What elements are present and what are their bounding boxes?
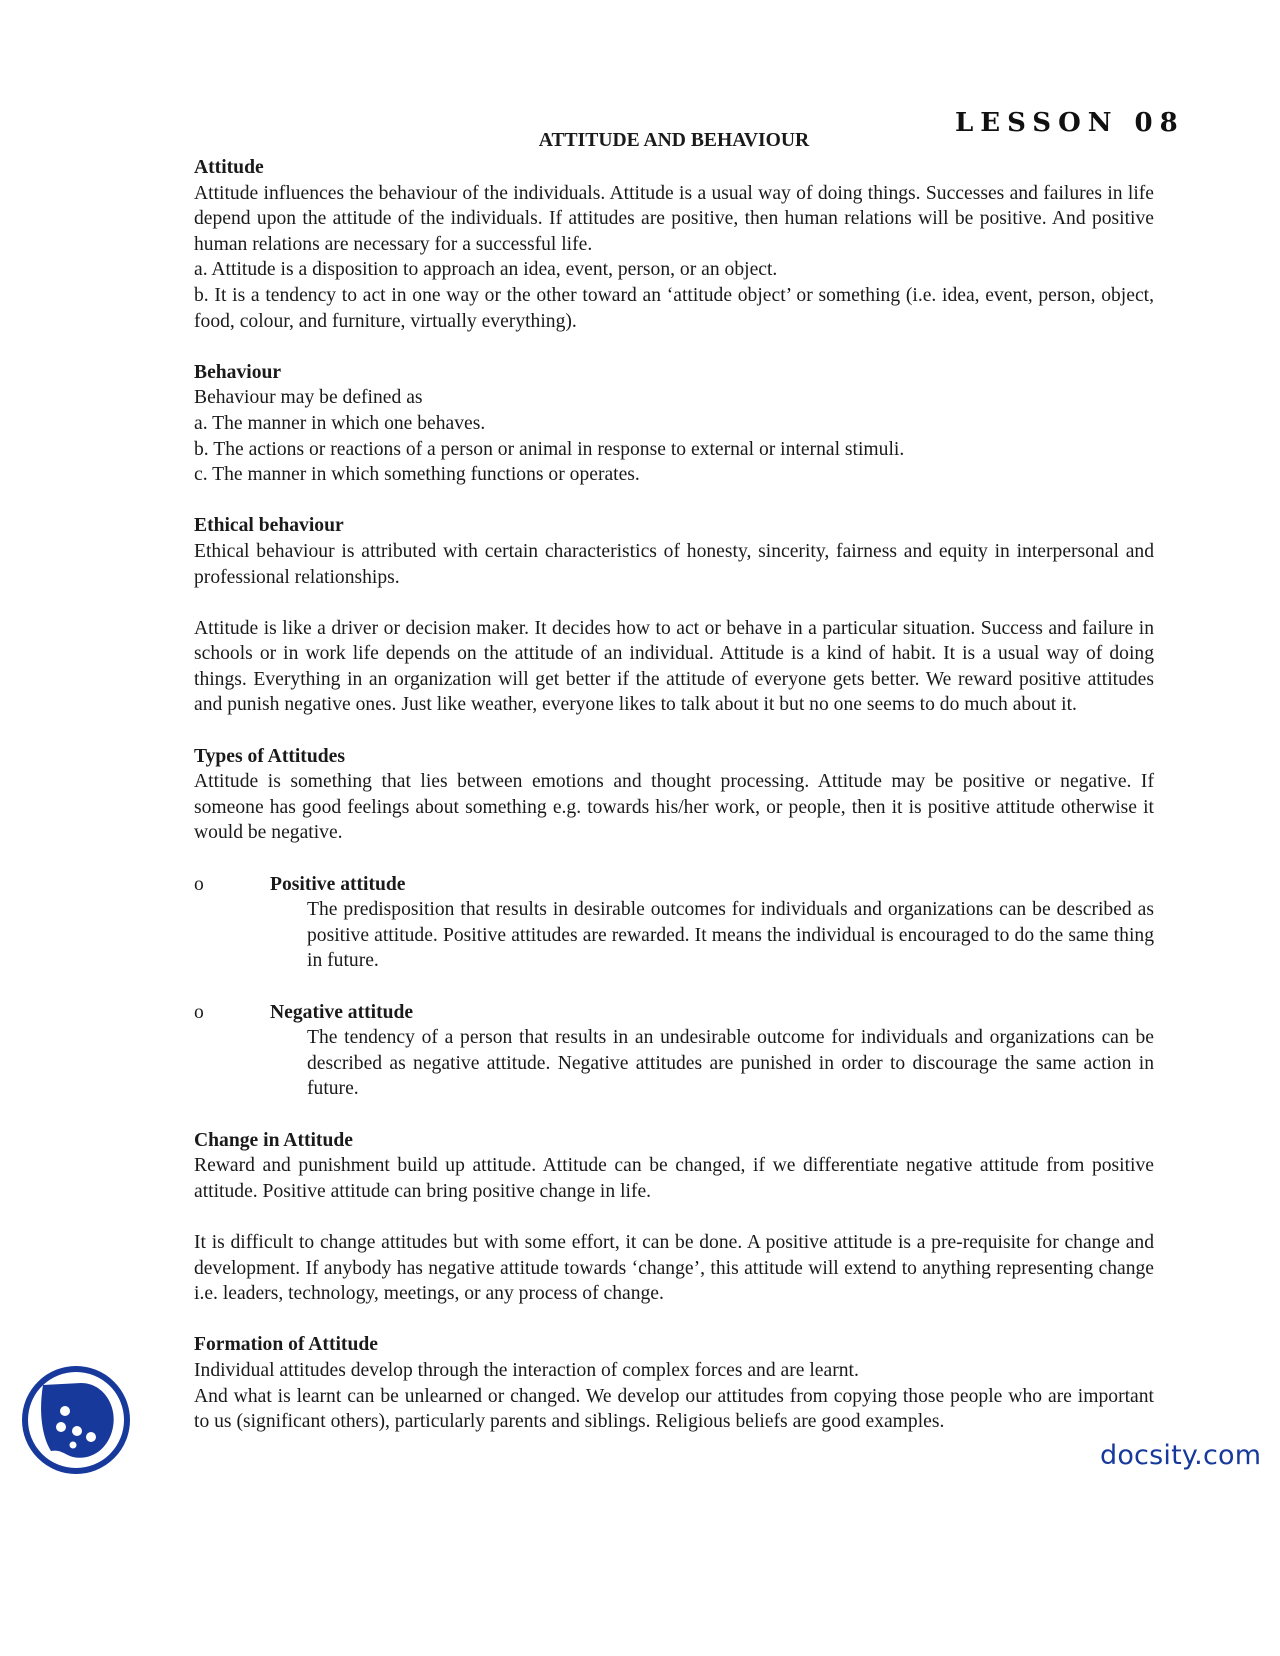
page-title: ATTITUDE AND BEHAVIOUR — [538, 130, 810, 151]
heading-ethical-behaviour: Ethical behaviour — [194, 515, 344, 537]
positive-attitude-title: Positive attitude — [270, 873, 406, 895]
bullet-negative-attitude — [194, 1000, 1154, 1026]
docsity-logo-icon — [21, 1365, 131, 1475]
document-body — [194, 128, 1154, 1435]
behaviour-intro: Behaviour may be defined as — [194, 387, 423, 409]
heading-formation-of-attitude: Formation of Attitude — [194, 1334, 378, 1356]
bullet-marker: o — [194, 1001, 204, 1023]
types-paragraph: Attitude is something that lies between emotions and thought processing. Attitude may be positive or negative. If someone has good feelings about something e.g. towards his/her work, or people, then it is positive attitude otherwise it would be negative. — [194, 771, 1154, 844]
change-paragraph-1: Reward and punishment build up attitude. Attitude can be changed, if we differentiate negative attitude from positive attitude. Positive attitude can bring positive change in life. — [194, 1155, 1154, 1202]
negative-attitude-title: Negative attitude — [270, 1001, 414, 1023]
behaviour-point-c: c. The manner in which something functions or operates. — [194, 464, 640, 486]
bullet-positive-attitude — [194, 872, 1154, 898]
change-paragraph-2: It is difficult to change attitudes but with some effort, it can be done. A positive attitude is a pre-requisite for change and development. If anybody has negative attitude towards ‘change’, this attitude will extend to anything representing change i.e. leaders, technology, meetings, or any process of change. — [194, 1231, 1154, 1305]
attitude-point-b: b. It is a tendency to act in one way or the other toward an ‘attitude object’ or something (i.e. idea, event, person, object, food, colour, and furniture, virtually everything). — [194, 284, 1154, 332]
bullet-marker: o — [194, 873, 204, 895]
ethical-paragraph-1: Ethical behaviour is attributed with certain characteristics of honesty, sincerity, fairness and equity in interpersonal and professional relationships. — [194, 540, 1154, 588]
positive-attitude-text: The predisposition that results in desirable outcomes for individuals and organizations can be described as positive attitude. Positive attitudes are rewarded. It means the individual is encouraged to do the same thing in future. — [307, 899, 1154, 972]
heading-behaviour: Behaviour — [194, 361, 282, 383]
formation-paragraph-1: Individual attitudes develop through the interaction of complex forces and are learnt. — [194, 1359, 859, 1381]
behaviour-point-b: b. The actions or reactions of a person or animal in response to external or internal stimuli. — [194, 438, 905, 460]
heading-change-in-attitude: Change in Attitude — [194, 1129, 353, 1151]
lesson-label: LESSON 08 — [955, 108, 1185, 138]
formation-paragraph-2: And what is learnt can be unlearned or changed. We develop our attitudes from copying those people who are important to us (significant others), particularly parents and siblings. Religious beliefs are good examples. — [194, 1385, 1154, 1433]
attitude-paragraph: Attitude influences the behaviour of the individuals. Attitude is a usual way of doing things. Successes and failures in life depend upon the attitude of the individuals. If attitudes are positive, then human relations will be positive. And positive human relations are necessary for a successful life. — [194, 182, 1154, 255]
attitude-point-a: a. Attitude is a disposition to approach an idea, event, person, or an object. — [194, 259, 778, 281]
negative-attitude-text: The tendency of a person that results in an undesirable outcome for individuals and organizations can be described as negative attitude. Negative attitudes are punished in order to discourage the same action in future. — [307, 1027, 1154, 1100]
behaviour-point-a: a. The manner in which one behaves. — [194, 412, 486, 434]
docsity-watermark[interactable]: docsity.com — [1100, 1440, 1262, 1471]
ethical-paragraph-2: Attitude is like a driver or decision maker. It decides how to act or behave in a particular situation. Success and failure in schools or in work life depends on the attitude of an individual. Attitude is a kind of habit. It is a usual way of doing things. Everything in an organization will get better if the attitude of everyone gets better. We reward positive attitudes and punish negative ones. Just like weather, everyone likes to talk about it but no one seems to do much about it. — [194, 617, 1154, 716]
heading-types-of-attitudes: Types of Attitudes — [194, 745, 345, 767]
heading-attitude: Attitude — [194, 157, 264, 178]
